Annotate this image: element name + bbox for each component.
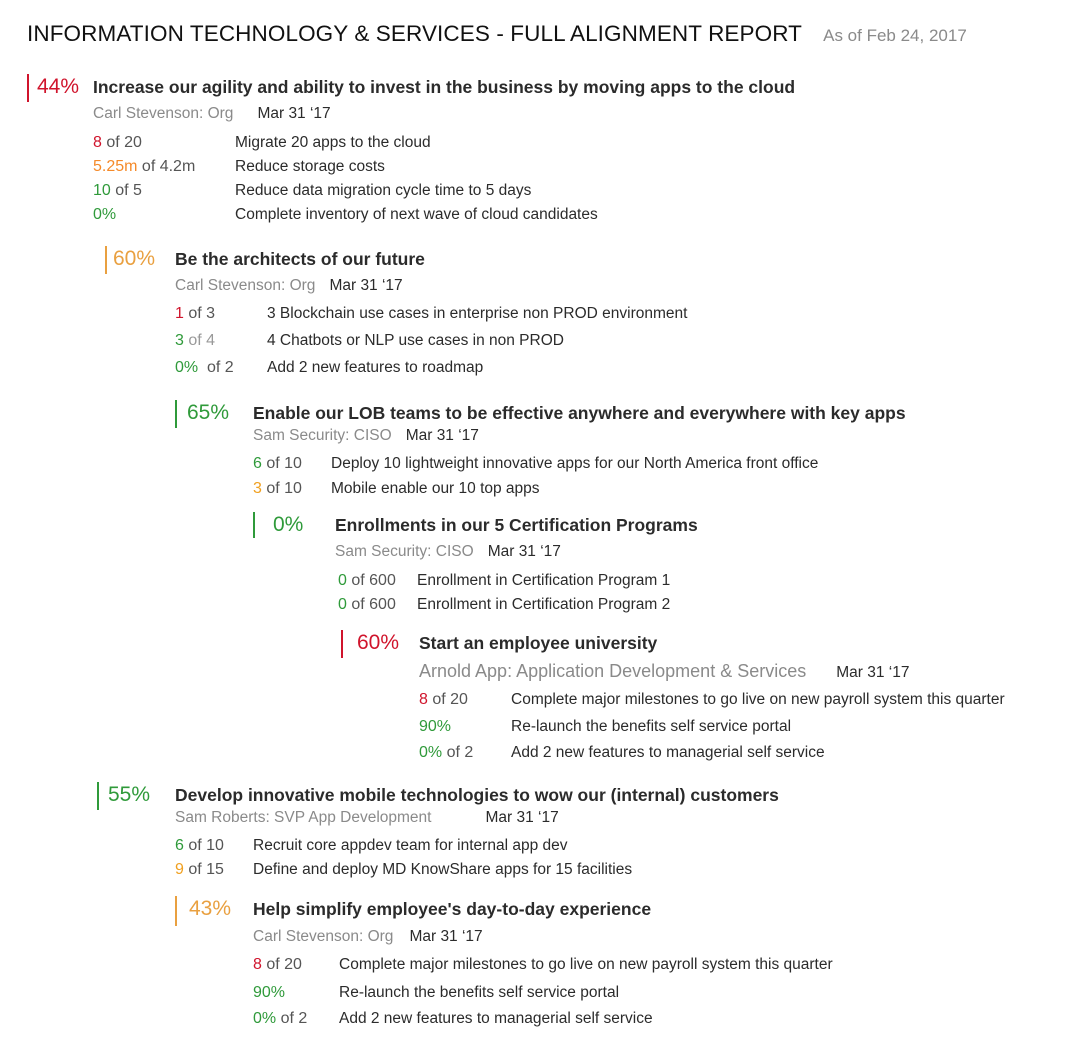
key-result-current: 3	[253, 480, 262, 497]
key-result-description: Mobile enable our 10 top apps	[331, 480, 540, 497]
key-result-current: 0%	[93, 206, 117, 223]
goal-title[interactable]: Develop innovative mobile technologies to wow our (internal) customers	[175, 785, 779, 805]
key-result-current: 5.25m	[93, 158, 138, 175]
goal-title[interactable]: Enable our LOB teams to be effective anywhere and everywhere with key apps	[253, 403, 906, 423]
status-bar	[105, 246, 107, 274]
key-result-value	[419, 718, 451, 736]
goal-progress-percent: 60%	[357, 631, 400, 654]
goal-progress-percent: 0%	[273, 513, 304, 536]
key-result-target: of 10	[183, 837, 224, 854]
key-result-description: Add 2 new features to managerial self service	[339, 1010, 653, 1027]
key-result-current: 8	[419, 691, 428, 708]
key-result-current: 6	[175, 837, 184, 854]
key-result-value	[175, 332, 215, 350]
goal-title[interactable]: Start an employee university	[419, 633, 658, 653]
key-result-target: of 2	[276, 1010, 308, 1027]
goal-progress-percent: 65%	[187, 401, 230, 424]
key-result-current: 0	[338, 596, 347, 613]
key-result-target: of 600	[346, 572, 396, 589]
goal-due-date: Mar 31 ‘17	[329, 277, 403, 294]
key-result-value	[175, 837, 224, 855]
goal-owner[interactable]: Carl Stevenson: Org	[253, 928, 394, 945]
key-result-value	[93, 206, 116, 224]
goal-due-date: Mar 31 ‘17	[405, 427, 479, 444]
key-result-value	[419, 691, 468, 709]
key-result-current: 8	[93, 134, 102, 151]
key-result-value	[253, 984, 285, 1002]
status-bar	[175, 896, 177, 926]
key-result-current: 10	[93, 182, 111, 199]
report-as-of-date: As of Feb 24, 2017	[823, 26, 967, 45]
key-result-description: Migrate 20 apps to the cloud	[235, 134, 431, 151]
key-result-target: of 15	[183, 861, 224, 878]
goal-title[interactable]: Be the architects of our future	[175, 249, 425, 269]
goal-meta	[419, 661, 909, 682]
key-result-description: 3 Blockchain use cases in enterprise non PROD environment	[267, 305, 688, 322]
goal-progress-percent: 55%	[108, 783, 151, 806]
key-result-target: of 10	[261, 455, 302, 472]
key-result-value	[338, 572, 396, 590]
key-result-current: 0%	[419, 744, 443, 761]
goal-due-date: Mar 31 ‘17	[836, 664, 910, 681]
key-result-description: Enrollment in Certification Program 1	[417, 572, 671, 589]
key-result-target: of 20	[101, 134, 142, 151]
goal-meta	[175, 809, 559, 827]
goal-meta	[93, 105, 331, 123]
key-result-current: 0%	[253, 1010, 277, 1027]
key-result-target: of 4.2m	[137, 158, 196, 175]
key-result-value	[253, 455, 302, 473]
key-result-value	[175, 359, 234, 377]
key-result-description: Enrollment in Certification Program 2	[417, 596, 671, 613]
goal-due-date: Mar 31 ‘17	[257, 105, 331, 122]
goal-progress-percent: 43%	[189, 897, 232, 920]
key-result-description: Define and deploy MD KnowShare apps for 15 facilities	[253, 861, 633, 878]
key-result-current: 8	[253, 956, 262, 973]
key-result-description: Reduce data migration cycle time to 5 days	[235, 182, 532, 199]
key-result-description: Re-launch the benefits self service portal	[511, 718, 792, 735]
key-result-target: of 2	[442, 744, 474, 761]
key-result-value	[175, 305, 215, 323]
key-result-target: of 600	[346, 596, 396, 613]
goal-due-date: Mar 31 ‘17	[409, 928, 483, 945]
key-result-value	[419, 744, 473, 762]
key-result-description: 4 Chatbots or NLP use cases in non PROD	[267, 332, 564, 349]
goal-due-date: Mar 31 ‘17	[487, 543, 561, 560]
goal-owner[interactable]: Arnold App: Application Development & Services	[419, 661, 807, 681]
key-result-current: 0%	[175, 359, 199, 376]
goal-owner[interactable]: Sam Security: CISO	[335, 543, 474, 560]
goal-meta	[175, 277, 403, 295]
key-result-description: Reduce storage costs	[235, 158, 385, 175]
goal-due-date: Mar 31 ‘17	[485, 809, 559, 826]
status-bar	[175, 400, 177, 428]
report-title: INFORMATION TECHNOLOGY & SERVICES - FULL ALIGNMENT REPORT	[27, 21, 803, 46]
key-result-value	[253, 480, 302, 498]
key-result-value	[93, 158, 195, 176]
goal-meta	[253, 427, 479, 445]
key-result-target: of 20	[261, 956, 302, 973]
key-result-current: 0	[338, 572, 347, 589]
goal-progress-percent: 44%	[37, 75, 80, 98]
key-result-target: of 20	[427, 691, 468, 708]
goal-progress-percent: 60%	[113, 247, 156, 270]
key-result-description: Add 2 new features to roadmap	[267, 359, 484, 376]
key-result-value	[338, 596, 396, 614]
key-result-description: Recruit core appdev team for internal app dev	[253, 837, 568, 854]
key-result-current: 1	[175, 305, 184, 322]
goal-meta	[253, 928, 483, 946]
key-result-value	[93, 182, 142, 200]
key-result-description: Deploy 10 lightweight innovative apps for our North America front office	[331, 455, 819, 472]
goal-title[interactable]: Increase our agility and ability to invest in the business by moving apps to the cloud	[93, 77, 796, 97]
key-result-current: 6	[253, 455, 262, 472]
key-result-description: Re-launch the benefits self service portal	[339, 984, 620, 1001]
key-result-target: of 4	[183, 332, 216, 349]
goal-owner[interactable]: Sam Security: CISO	[253, 427, 392, 444]
key-result-description: Complete major milestones to go live on new payroll system this quarter	[511, 691, 1005, 708]
key-result-current: 90%	[419, 718, 452, 735]
goal-owner[interactable]: Sam Roberts: SVP App Development	[175, 809, 432, 826]
key-result-value	[93, 134, 142, 152]
status-bar	[27, 74, 29, 102]
status-bar	[97, 782, 99, 810]
key-result-value	[175, 861, 224, 879]
key-result-current: 90%	[253, 984, 286, 1001]
report-header	[27, 21, 967, 47]
status-bar	[253, 512, 255, 538]
goal-owner[interactable]: Carl Stevenson: Org	[175, 277, 316, 294]
goal-title[interactable]: Help simplify employee's day-to-day experience	[253, 899, 652, 919]
key-result-current: 3	[175, 332, 184, 349]
key-result-description: Add 2 new features to managerial self service	[511, 744, 825, 761]
goal-meta	[335, 543, 561, 561]
status-bar	[341, 630, 343, 658]
key-result-value	[253, 1010, 307, 1028]
key-result-target: of 5	[110, 182, 142, 199]
key-result-value	[253, 956, 302, 974]
key-result-description: Complete major milestones to go live on new payroll system this quarter	[339, 956, 833, 973]
key-result-target: of 2	[198, 359, 234, 376]
key-result-description: Complete inventory of next wave of cloud candidates	[235, 206, 598, 223]
goal-owner[interactable]: Carl Stevenson: Org	[93, 105, 234, 122]
key-result-target: of 3	[183, 305, 216, 322]
goal-title[interactable]: Enrollments in our 5 Certification Programs	[335, 515, 698, 535]
key-result-target: of 10	[261, 480, 302, 497]
key-result-current: 9	[175, 861, 184, 878]
